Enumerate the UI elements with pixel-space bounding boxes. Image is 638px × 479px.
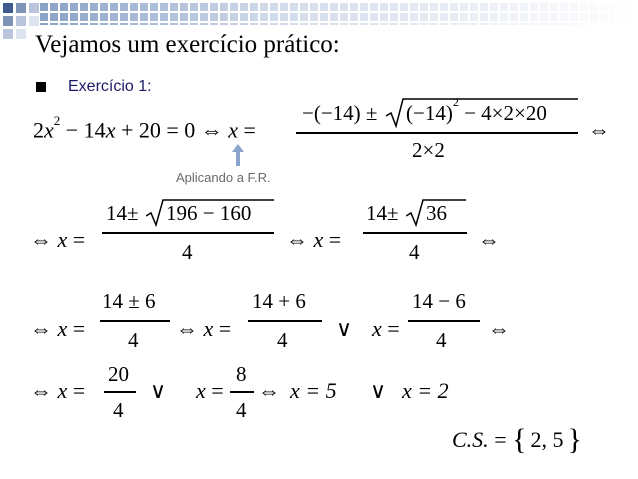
line3-frac2-numerator: 14 + 6 [252, 289, 306, 313]
solution-set: C.S. = { 2, 5 } [452, 423, 582, 456]
line4-frac1-numerator: 20 [108, 362, 129, 386]
line3-frac2-denominator: 4 [277, 328, 288, 352]
equation-line-2-start: ⇔ x = [30, 227, 86, 252]
discriminant-expression: $(-14)^2 - 4\times 2\times 20$ [406, 95, 547, 125]
formula-note: Aplicando a F.R. [176, 170, 271, 185]
result-x-equals-2: x = 2 [402, 378, 449, 403]
fraction-bar [102, 232, 274, 234]
line2-frac1-numerator-prefix: 14± [106, 201, 139, 225]
square-bullet-icon [36, 82, 46, 92]
denominator-2x2: 2×2 [412, 138, 445, 162]
fraction-bar [104, 391, 136, 393]
equation-line-4-mid: x = [196, 378, 224, 403]
equivalence-symbol: ⇔ [258, 378, 280, 403]
line2-frac2-numerator-prefix: 14± [366, 201, 399, 225]
line2-frac2-radicand: 36 [426, 201, 447, 225]
equation-line-3-start: ⇔ x = [30, 316, 86, 341]
bullet-item [36, 76, 152, 98]
line4-frac2-denominator: 4 [236, 398, 247, 422]
line4-frac1-denominator: 4 [113, 398, 124, 422]
slide-title: Vejamos um exercício prático: [35, 31, 340, 58]
equivalence-symbol: ⇔ [588, 117, 610, 142]
equation-line-3-mid: ⇔ x = [176, 316, 232, 341]
fraction-bar [363, 232, 467, 234]
header-band-decoration [40, 3, 638, 25]
line2-frac1-radicand: 196 − 160 [166, 201, 252, 225]
equivalence-symbol: ⇔ [478, 227, 500, 252]
line3-frac1-denominator: 4 [128, 328, 139, 352]
equation-line-3-or: x = [372, 316, 400, 341]
or-symbol: ∨ [336, 316, 353, 341]
equation-quadratic: $2x^2 - 14x + 20 = 0$ ⇔ x = [33, 113, 256, 143]
solution-set-label: C.S. [452, 427, 489, 452]
fraction-bar [100, 320, 170, 322]
fraction-bar [408, 320, 480, 322]
fraction-bar [230, 391, 254, 393]
line4-frac2-numerator: 8 [236, 362, 247, 386]
fraction-bar [248, 320, 322, 322]
bullet-label: Exercício 1: [68, 78, 152, 95]
equivalence-symbol: ⇔ [488, 316, 510, 341]
line2-frac2-denominator: 4 [409, 240, 420, 264]
line3-frac3-numerator: 14 − 6 [412, 289, 466, 313]
fraction-bar [296, 132, 578, 134]
numerator-quadratic-formula: −(−14) ± [302, 101, 378, 125]
equation-line-4-start: ⇔ x = [30, 378, 86, 403]
solution-set-values: 2, 5 [530, 427, 564, 452]
line3-frac1-numerator: 14 ± 6 [102, 289, 156, 313]
result-x-equals-5: x = 5 [290, 378, 337, 403]
line2-frac1-denominator: 4 [182, 240, 193, 264]
or-symbol: ∨ [370, 378, 387, 403]
equation-line-2-mid: ⇔ x = [286, 227, 342, 252]
or-symbol: ∨ [150, 378, 167, 403]
up-arrow-icon [232, 144, 244, 166]
line3-frac3-denominator: 4 [436, 328, 447, 352]
